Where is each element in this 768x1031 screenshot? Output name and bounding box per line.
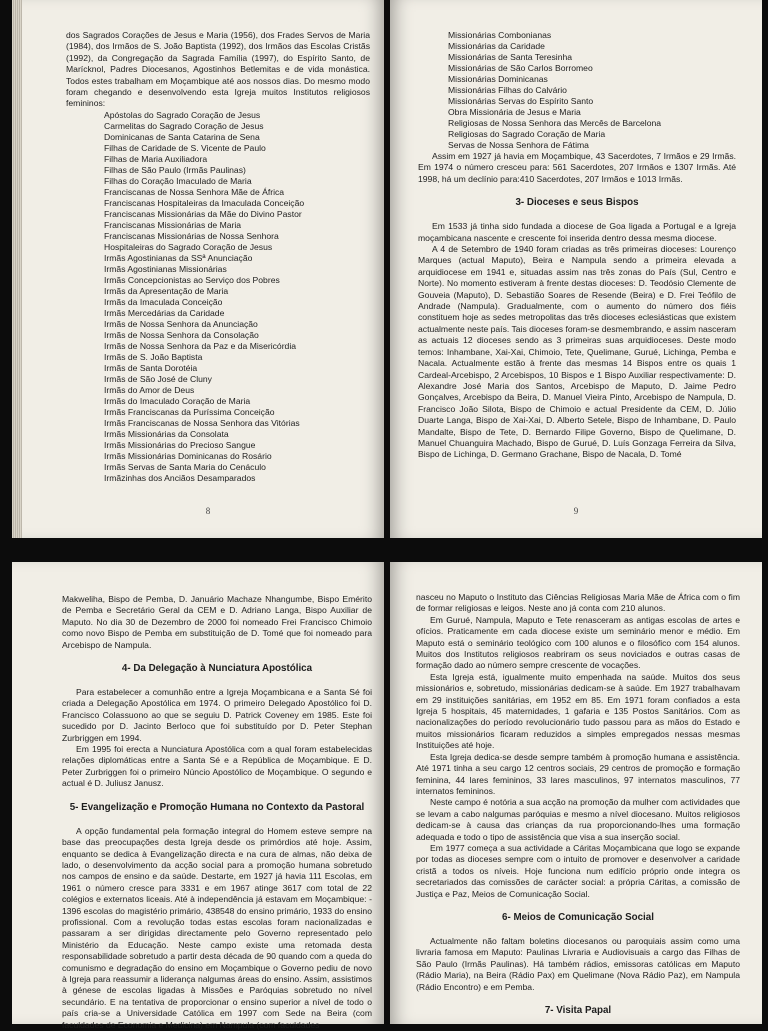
page-11: [390, 562, 762, 1024]
list-item: Dominicanas de Santa Catarina de Sena: [104, 131, 260, 142]
list-item: Apóstolas do Sagrado Coração de Jesus: [104, 109, 261, 120]
list-item: Irmãs Missionárias da Consolata: [104, 428, 229, 439]
paragraph: Em 1977 começa a sua actividade a Cáritas Moçambicana que logo se expande por todas as dioceses sempre com o intuito de promover e desenvolver a caridade cristã a todos os níveis. Hoje funciona num edifício próprio onde integra os secretariados das comissões de carácter social: a própria Cáritas, a comissão de Justiça e Paz, Meios de Comunicação Social.: [416, 842, 740, 899]
list-item: Franciscanas Missionárias da Mãe do Divino Pastor: [104, 208, 302, 219]
list-item: Irmãs Missionárias Dominicanas do Rosário: [104, 450, 272, 461]
paragraph: Actualmente não faltam boletins diocesanos ou paroquiais assim como uma livraria famosa em Maputo: Paulinas Livraria e Audiovisuais a cargo das Filhas de São Paulo (Irmãs Paulinas). Há também rádios, emissoras católicas em Maputo (Rádio Maria), na Beira (Rádio Pax) em Quelimane (Nova Rádio Paz), em Nampula (Rádio Encontro) e em Pemba.: [416, 935, 740, 992]
page-8: [12, 0, 384, 538]
list-item: Filhas de Caridade de S. Vicente de Paulo: [104, 142, 266, 153]
paragraph: Makweliha, Bispo de Pemba, D. Januário Machaze Nhangumbe, Bispo Emérito de Pemba e Secretário Geral da CEM e D. Adriano Langa, Bispo Auxiliar de Maputo. No dia 30 de Dezembro de 2000 foi nomeado Frei Francisco Chimoio como novo Bispo de Pemba em substituição de D. Tomé que foi nomeado para Arcebispo de Nampula.: [62, 594, 372, 650]
list-item: Missionárias Dominicanas: [448, 74, 548, 84]
paragraph: nasceu no Maputo o Instituto das Ciências Religiosas Maria Mãe de África com o fim de formar religiosas e leigos. Neste ano já conta com 210 alunos.: [416, 592, 740, 614]
intro-paragraph: dos Sagrados Corações de Jesus e Maria (1956), dos Frades Servos de Maria (1984), dos Irmãos de S. João Baptista (1992), dos Irmãos das Escolas Cristãs (1992), da Congregação da Sagrada Família (1997), do Espírito Santo, de Marícknol, Padres Diocesanos, Agostinhos Betlemitas e de vida monástica. Todos estes trabalham em Moçambique até aos nossos dias. Do mesmo modo foram chegando e desenvolvendo esta Igreja muitos Institutos religiosos femininos:: [66, 30, 370, 109]
paragraph: Neste campo é notória a sua acção na promoção da mulher com actividades que se levam a cabo nalgumas paróquias e mesmo a nível diocesano. Muitos religiosos dedicam-se à causa das crianças da rua proporcionando-lhes uma formação adequada e todo o tipo de assistência que visa a sua inserção social.: [416, 797, 740, 842]
paragraph: A opção fundamental pela formação integral do Homem esteve sempre na base das preocupações desta Igreja desde os primórdios até hoje. Assim, enquanto se dedica à Evangelização directa e na cura de almas, não deixa de lado, o desenvolvimento da acção social para a promoção humana sobretudo nos campos de ensino e da saúde. Destarte, em 1927 já havia 111 Escolas, em 1961 o número cresce para 3331 e em 1967 atinge 3617 com total de 22 colégios e externatos liceais. Até à independência já estavam em Moçambique: - 1396 escolas do magistério primário, 438548 do ensino primário, 1933 do ensino profissional. Com a revolução todas estas escolas foram nacionalizadas e passaram a ser dirigidas directamente pelo Governo representado pelo Ministério da Educação. Neste campo existe uma retomada desta responsabilidade sobretudo a partir desta década de 90 quando com a queda do comunismo e degradação do ensino em Moçambique o Governo pediu de novo à Igreja para reassumir a liderança nalgumas áreas do ensino. Assim, assistimos à génese de escolas ligadas à Missões e Paróquias sobretudo no nível secundário. E na tentativa de proporcionar o ensino superior a nível de todo o país cria-se a Universidade Católica em 1997 com Sede na Beira (com faculdades de Economia e Medicina) em Nampula (com faculdades: [62, 825, 372, 1030]
paragraph: Esta Igreja está, igualmente muito empenhada na saúde. Muitos dos seus missionários e, sobretudo, missionárias dedicam-se à saúde. Em 1927 trabalhavam em 29 instituições sanitárias, em 1952 em 85. Em 1971 foram confiados a esta Igreja 5 hospitais, 45 maternidades, 1 gafaria e 135 Postos Sanitários. Com as nacionalizações do período revolucionário tudo passou para as mãos do Estado e muitos missionários ficaram reduzidos a simples empregados nessas mesmas Instituições até hoje.: [416, 671, 740, 751]
list-item: Filhas do Coração Imaculado de Maria: [104, 175, 252, 186]
list-item: Missionárias Servas do Espírito Santo: [448, 96, 594, 106]
bottom-spread: [12, 562, 762, 1030]
list-item: Irmãs de Nossa Senhora da Consolação: [104, 329, 259, 340]
list-item: Hospitaleiras do Sagrado Coração de Jesus: [104, 241, 273, 252]
list-item: Irmãs de Santa Dorotéia: [104, 362, 198, 373]
list-item: Irmãs Franciscanas da Puríssima Conceição: [104, 406, 275, 417]
list-item: Filhas de Maria Auxiliadora: [104, 153, 208, 164]
list-item: Irmãs de São José de Cluny: [104, 373, 212, 384]
list-item: Irmãs do Imaculado Coração de Maria: [104, 395, 251, 406]
paragraph: Esta Igreja dedica-se desde sempre também à promoção humana e assistência. Até 1971 tinha a seu cargo 12 centros sociais, 29 centros de promoção e formação feminina, 44 lares femininos, 33 lares masculinos, 97 internatos masculinos, 77 internatos femininos.: [416, 751, 740, 796]
section-heading-media: 6- Meios de Comunicação Social: [502, 911, 654, 923]
page-10: [12, 562, 384, 1030]
list-item: Irmãs do Amor de Deus: [104, 384, 195, 395]
list-item: Irmãs Agostinianas Missionárias: [104, 263, 227, 274]
list-item: Missionárias Combonianas: [448, 30, 552, 40]
paragraph: A 4 de Setembro de 1940 foram criadas as três primeiras dioceses: Lourenço Marques (actual Maputo), Beira e Nampula sendo a primeira elevada a arquidiocese em 1941 e, situadas assim nas três zonas do País (Sul, Centro e Norte). No momento estiveram à frente destas dioceses: D. Teodósio Clemente de Gouveia (Maputo), D. Sebastião Soares de Resende (Beira) e D. Frei Teófilo de Andrade (Nampula). Gradualmente, com o aumento do número dos fiéis constituem hoje as sedes metropolitas das três dioceses eclesiásticas que existem actualmente neste país. Tais dioceses foram-se desmembrando, e assim nasceram as actuais 12 dioceses sendo as 3 primeiras suas arquidioceses. Deste modo temos: Inhambane, Xai-Xai, Chimoio, Tete, Quelimane, Gurué, Lichinga, Pemba e Nacala. Actualmente estão à frente das mesmas 14 Bispos entre os quais 1 Cardeal-Arcebispo, 2 Arcebispos, 10 Bispos e 1 Bispo Auxiliar respectivamente: D. Alexandre José Maria dos Santos, Arcebispo de Maputo, D. Jaime Pedro Gonçalves, Arcebispo da Beira, D. Manuel Vieira Pinto, Arcebispo de Nampula, D. Francisco João Silota, Bispo de Chimoio e actual Presidente da CEM, D. Júlio Duarte Langa, Bispo de Xai-Xai, D. Alberto Setele, Bispo de Inhambane, D. Paulo Mandalte, Bispo de Tete, D. Bernardo Filipe Governo, Bispo de Quelimane, D. Manuel Chuanguira Machado, Bispo de Gurué, D. Luís Gonzaga Ferreira da Silva, Bispo de Lichinga, D. Germano Grachane, Bispo de Nacala, D. Tomé: [418, 244, 736, 460]
list-item: Irmãzinhas dos Anciãos Desamparados: [104, 472, 256, 483]
institutes-list: [66, 110, 370, 484]
paragraph: Em 1995 foi erecta a Nunciatura Apostólica com a qual foram estabelecidas relações diplomáticas entre a Santa Sé e a República de Moçambique. E D. Peter Zurbriggen foi o primeiro Núncio Apostólico de Moçambique. O segundo e actual é D. Juliusz Janusz.: [62, 744, 372, 789]
section-heading-nunciature: 4- Da Delegação à Nunciatura Apostólica: [121, 663, 313, 675]
list-item: Franciscanas Missionárias de Nossa Senhora: [104, 230, 279, 241]
list-item: Servas de Nossa Senhora de Fátima: [448, 140, 589, 150]
page-number: 8: [205, 506, 211, 516]
paragraph: Em Gurué, Nampula, Maputo e Tete renasceram as antigas escolas de artes e ofícios. Praticamente em cada diocese existe um seminário menor e médio. Em Maputo está o seminário teológico com 100 alunos e o filosófico com 154 alunos. Muitos dos Institutos religiosos reabriram os seus noviciados e outras casas de formação dado ao número sempre crescente de vocações.: [416, 614, 740, 671]
list-item: Missionárias da Caridade: [448, 41, 545, 51]
institutes-list-continued: [418, 30, 736, 151]
list-item: Franciscanas Missionárias de Maria: [104, 219, 242, 230]
paragraph: Em 1533 já tinha sido fundada a diocese de Goa ligada a Portugal e a Igreja moçambicana nascente e crescente foi inserida dentro dessa mesma diocese.: [418, 221, 736, 243]
list-item: Obra Missionária de Jesus e Maria: [448, 107, 581, 117]
list-item: Irmãs Agostinianas da SSª Anunciação: [104, 252, 253, 263]
paragraph: Para estabelecer a comunhão entre a Igreja Moçambicana e a Santa Sé foi criada a Delegação Apostólica em 1974. O primeiro Delegado Apostólico foi D. Francisco Colassuono ao que se seguiu D. Patrick Coveney em 1985. Este foi sucedido por D. Jacinto Berloco que foi substituído por D. Peter Stephan Zurbriggen em 1994.: [62, 687, 372, 743]
list-item: Missionárias de Santa Teresinha: [448, 52, 573, 62]
list-item: Irmãs de S. João Baptista: [104, 351, 203, 362]
list-item: Franciscanas Hospitaleiras da Imaculada Conceição: [104, 197, 305, 208]
list-item: Irmãs Franciscanas de Nossa Senhora das Vitórias: [104, 417, 300, 428]
section-heading-papal-visit: 7- Visita Papal: [544, 1005, 612, 1016]
list-item: Religiosas de Nossa Senhora das Mercês de Barcelona: [448, 118, 662, 128]
top-spread: [12, 0, 762, 538]
page-edge: [12, 0, 22, 538]
list-item: Missionárias de São Carlos Borromeo: [448, 63, 593, 73]
list-item: Irmãs de Nossa Senhora da Anunciação: [104, 318, 258, 329]
list-item: Missionárias Filhas do Calvário: [448, 85, 567, 95]
page-number: 9: [573, 506, 579, 516]
list-item: Irmãs da Apresentação de Maria: [104, 285, 229, 296]
list-item: Irmãs Concepcionistas ao Serviço dos Pobres: [104, 274, 280, 285]
list-item: Carmelitas do Sagrado Coração de Jesus: [104, 120, 264, 131]
page-9: [390, 0, 762, 538]
list-item: Religiosas do Sagrado Coração de Maria: [448, 129, 606, 139]
list-item: Irmãs Servas de Santa Maria do Cenáculo: [104, 461, 266, 472]
list-item: Irmãs Mercedárias da Caridade: [104, 307, 225, 318]
section-heading-evangelization: 5- Evangelização e Promoção Humana no Contexto da Pastoral: [69, 801, 365, 813]
list-item: Filhas de São Paulo (Irmãs Paulinas): [104, 164, 246, 175]
list-item: Franciscanas de Nossa Senhora Mãe de África: [104, 186, 285, 197]
list-item: Irmãs da Imaculada Conceição: [104, 296, 223, 307]
list-item: Irmãs de Nossa Senhora da Paz e da Misericórdia: [104, 340, 297, 351]
statistics-paragraph: Assim em 1927 já havia em Moçambique, 43 Sacerdotes, 7 Irmãos e 29 Irmãs. Em 1974 o número cresceu para: 561 Sacerdotes, 207 Irmãos e 1307 Irmãs. Até 1998, há um declínio para:410 Sacerdotes, 207 Irmãos e 1013 Irmãs.: [418, 151, 736, 184]
list-item: Irmãs Missionárias do Precioso Sangue: [104, 439, 256, 450]
section-heading-dioceses: 3- Dioceses e seus Bispos: [515, 197, 639, 209]
